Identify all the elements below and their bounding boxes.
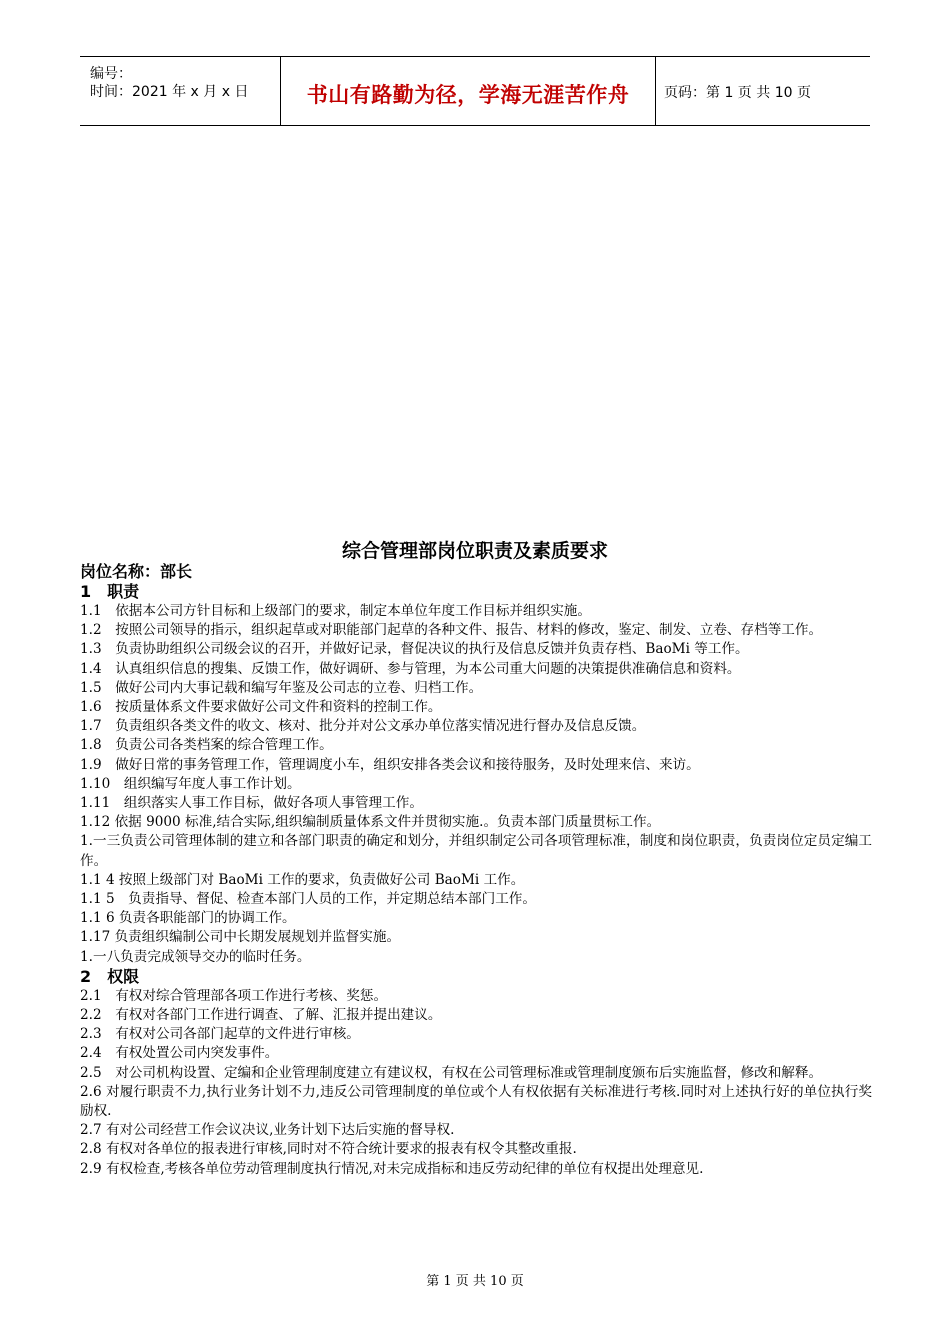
duty-item: 1.1 依据本公司方针目标和上级部门的要求，制定本单位年度工作目标并组织实施。 <box>80 603 591 619</box>
authority-item: 2.9 有权检查,考核各单位劳动管理制度执行情况,对未完成指标和违反劳动纪律的单位有权提出处理意见. <box>80 1160 704 1177</box>
duty-item: 1.1 4 按照上级部门对 BaoMi 工作的要求，负责做好公司 BaoMi 工作。 <box>80 871 525 888</box>
header-page-cell <box>656 57 870 125</box>
position-name: 岗位名称：部长 <box>80 562 193 581</box>
page-footer: 第 1 页 共 10 页 <box>426 1274 524 1289</box>
duty-item: 1.5 做好公司内大事记载和编写年鉴及公司志的立卷、归档工作。 <box>80 679 483 696</box>
duty-item: 1.一八负责完成领导交办的临时任务。 <box>80 948 311 965</box>
header-motto: 书山有路勤为径，学海无涯苦作舟 <box>306 83 630 107</box>
authority-item: 2.5 对公司机构设置、定编和企业管理制度建立有建议权，有权在公司管理标准或管理制度颁布后实施监督，修改和解释。 <box>80 1064 823 1081</box>
section-2-heading: 2 权限 <box>80 966 140 986</box>
duty-item: 1.6 按质量体系文件要求做好公司文件和资料的控制工作。 <box>80 699 442 716</box>
duty-item: 1.1 5 负责指导、督促、检查本部门人员的工作，并定期总结本部门工作。 <box>80 891 536 908</box>
duty-item: 1.3 负责协助组织公司级会议的召开，并做好记录，督促决议的执行及信息反馈并负责存档、BaoMi 等工作。 <box>80 641 749 658</box>
section-1-heading: 1 职责 <box>80 582 140 601</box>
duty-item: 1.一三负责公司管理体制的建立和各部门职责的确定和划分，并组织制定公司各项管理标准，制度和岗位职责，负责岗位定员定编工作。 <box>80 833 872 869</box>
document-title: 综合管理部岗位职责及素质要求 <box>341 540 608 562</box>
page-header <box>80 56 870 126</box>
duty-item: 1.7 负责组织各类文件的收文、核对、批分并对公文承办单位落实情况进行督办及信息反馈。 <box>80 718 646 735</box>
authority-item: 2.3 有权对公司各部门起草的文件进行审核。 <box>80 1026 360 1043</box>
duty-item: 1.12 依据 9000 标准,结合实际,组织编制质量体系文件并贯彻实施.。负责本部门质量贯标工作。 <box>80 814 661 831</box>
authority-item: 2.2 有权对各部门工作进行调查、了解、汇报并提出建议。 <box>80 1007 442 1024</box>
duty-item: 1.17 负责组织编制公司中长期发展规划并监督实施。 <box>80 929 401 946</box>
duty-item: 1.9 做好日常的事务管理工作，管理调度小车，组织安排各类会议和接待服务，及时处理来信、来访。 <box>80 756 700 773</box>
authority-item: 2.6 对履行职责不力,执行业务计划不力,违反公司管理制度的单位或个人有权依据有关标准进行考核.同时对上述执行好的单位执行奖励权. <box>80 1083 872 1120</box>
duty-item: 1.2 按照公司领导的指示，组织起草或对职能部门起草的各种文件、报告、材料的修改，鉴定、制发、立卷、存档等工作。 <box>80 622 823 639</box>
document-number-label: 编号： <box>90 66 132 82</box>
authority-item: 2.7 有对公司经营工作会议决议,业务计划下达后实施的督导权. <box>80 1122 455 1139</box>
duty-item: 1.1 6 负责各职能部门的协调工作。 <box>80 910 296 927</box>
header-meta <box>80 57 280 125</box>
duty-item: 1.8 负责公司各类档案的综合管理工作。 <box>80 737 333 754</box>
authority-item: 2.8 有权对各单位的报表进行审核,同时对不符合统计要求的报表有权令其整改重报. <box>80 1141 577 1158</box>
document-date: 时间：2021 年 x 月 x 日 <box>90 84 249 100</box>
duty-item: 1.10 组织编写年度人事工作计划。 <box>80 775 301 792</box>
authority-item: 2.4 有权处置公司内突发事件。 <box>80 1045 279 1062</box>
document-body <box>80 562 872 1179</box>
header-motto-cell <box>280 57 656 125</box>
authority-item: 2.1 有权对综合管理部各项工作进行考核、奖惩。 <box>80 987 388 1004</box>
header-page-info: 页码：第 1 页 共 10 页 <box>664 85 811 101</box>
duty-item: 1.4 认真组织信息的搜集、反馈工作，做好调研、参与管理，为本公司重大问题的决策提供准确信息和资料。 <box>80 660 741 677</box>
duty-item: 1.11 组织落实人事工作目标，做好各项人事管理工作。 <box>80 795 423 812</box>
